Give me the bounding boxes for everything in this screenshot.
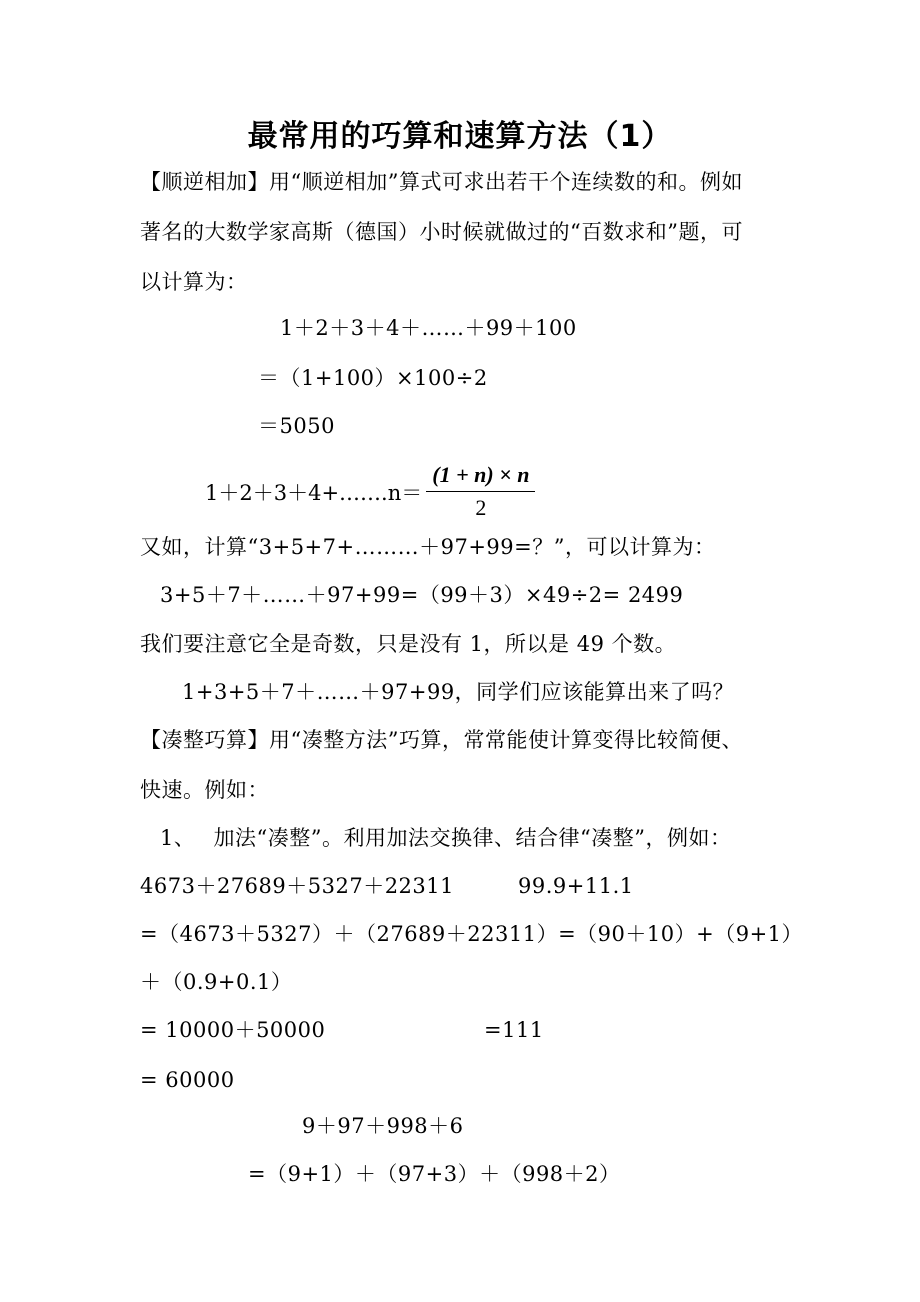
paragraph-line: 我们要注意它全是奇数，只是没有 1，所以是 49 个数。 [140, 632, 677, 656]
document-title: 最常用的巧算和速算方法（1） [247, 119, 673, 154]
paragraph-line: 【顺逆相加】用“顺逆相加”算式可求出若干个连续数的和。例如 [140, 170, 743, 194]
paragraph-line: 快速。例如： [140, 778, 269, 802]
equation-line: =（4673＋5327）＋（27689＋22311）=（90＋10）+（9+1） [140, 922, 804, 946]
equation-line: =（9+1）＋（97+3）＋（998＋2） [248, 1162, 621, 1186]
equation-line: ＋（0.9+0.1） [140, 970, 293, 994]
equation-line: =111 [484, 1018, 544, 1042]
equation-line: = 10000＋50000 [140, 1018, 326, 1042]
equation-line: ＝（1+100）×100÷2 [258, 366, 488, 390]
equation-line: ＝5050 [258, 414, 335, 438]
formula-fraction [426, 462, 535, 522]
paragraph-line: 以计算为： [140, 270, 248, 294]
formula-lhs: 1＋2＋3＋4+…….n＝ [205, 481, 423, 505]
equation-line: 4673＋27689＋5327＋22311 [140, 874, 454, 898]
sum-formula [205, 462, 535, 522]
paragraph-line: 【凑整巧算】用“凑整方法”巧算，常常能使计算变得比较简便、 [140, 728, 743, 752]
equation-line: 99.9+11.1 [518, 874, 634, 898]
equation-line: 9＋97＋998＋6 [302, 1114, 464, 1138]
equation-line: 3+5＋7＋……＋97+99=（99＋3）×49÷2= 2499 [160, 583, 684, 607]
paragraph-line: 又如，计算“3+5+7+………＋97+99=？”，可以计算为： [140, 535, 716, 559]
paragraph-line: 著名的大数学家高斯（德国）小时候就做过的“百数求和”题，可 [140, 220, 743, 244]
equation-line: 1＋2＋3＋4＋……＋99＋100 [280, 316, 577, 340]
formula-numerator: (1 + n) × n [426, 462, 535, 492]
formula-denominator: 2 [475, 495, 487, 520]
list-item: 1、 加法“凑整”。利用加法交换律、结合律“凑整”，例如： [160, 826, 732, 850]
equation-line: = 60000 [140, 1068, 235, 1092]
paragraph-line: 1+3+5＋7＋……＋97+99，同学们应该能算出来了吗？ [182, 680, 735, 704]
